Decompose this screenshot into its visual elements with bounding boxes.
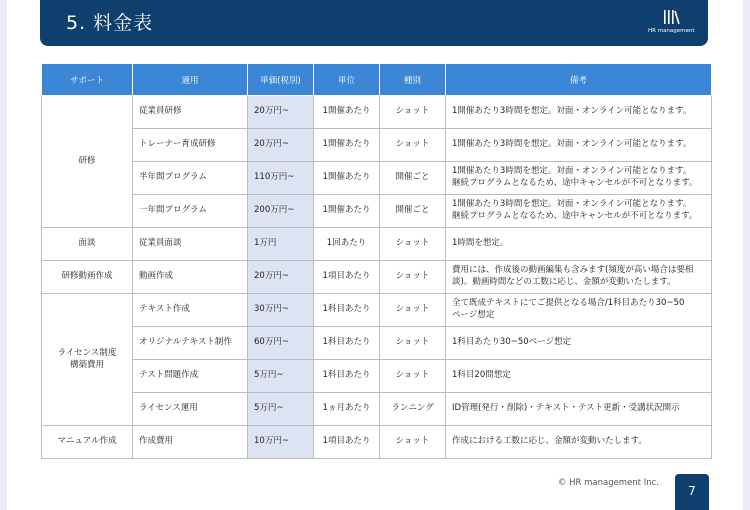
table-row xyxy=(42,261,712,294)
type-cell: ショット xyxy=(380,426,446,459)
note-cell: 1科目20問想定 xyxy=(446,360,712,393)
unit-cell: 1回あたり xyxy=(314,228,380,261)
table-row xyxy=(42,393,712,426)
column-header-unit: 単位 xyxy=(314,64,380,96)
apply-cell: オリジナルテキスト制作 xyxy=(133,327,248,360)
type-cell: ショット xyxy=(380,96,446,129)
table-row xyxy=(42,228,712,261)
price-cell: 1万円 xyxy=(248,228,314,261)
price-cell: 110万円~ xyxy=(248,162,314,195)
copyright-text: © HR management Inc. xyxy=(557,478,659,488)
pricing-table xyxy=(41,63,712,459)
unit-cell: 1開催あたり xyxy=(314,129,380,162)
apply-cell: トレーナー育成研修 xyxy=(133,129,248,162)
type-cell: ランニング xyxy=(380,393,446,426)
table-row xyxy=(42,294,712,327)
apply-cell: 作成費用 xyxy=(133,426,248,459)
column-header-apply: 適用 xyxy=(133,64,248,96)
table-row xyxy=(42,195,712,228)
note-cell: 1開催あたり3時間を想定。対面・オンライン可能となります。 xyxy=(446,96,712,129)
company-logo xyxy=(648,8,694,38)
column-header-price: 単価(税別) xyxy=(248,64,314,96)
page-number: 7 xyxy=(675,474,709,510)
price-cell: 20万円~ xyxy=(248,96,314,129)
type-cell: ショット xyxy=(380,327,446,360)
unit-cell: 1項目あたり xyxy=(314,426,380,459)
price-cell: 60万円~ xyxy=(248,327,314,360)
type-cell: 開催ごと xyxy=(380,162,446,195)
apply-cell: テキスト作成 xyxy=(133,294,248,327)
note-cell: 1時間を想定。 xyxy=(446,228,712,261)
pricing-table-body xyxy=(42,96,712,459)
note-cell: 1科目あたり30~50ページ想定 xyxy=(446,327,712,360)
logo-text: HR management xyxy=(648,28,695,34)
table-row xyxy=(42,96,712,129)
category-cell: ライセンス制度 構築費用 xyxy=(42,294,133,426)
table-header-row xyxy=(42,64,712,96)
type-cell: ショット xyxy=(380,228,446,261)
apply-cell: テスト問題作成 xyxy=(133,360,248,393)
table-row xyxy=(42,327,712,360)
note-cell: 1開催あたり3時間を想定。対面・オンライン可能となります。 継続プログラムとなるため、途中キャンセルが不可となります。 xyxy=(446,162,712,195)
note-cell: 作成における工数に応じ、金額が変動いたします。 xyxy=(446,426,712,459)
unit-cell: 1項目あたり xyxy=(314,261,380,294)
unit-cell: 1開催あたり xyxy=(314,96,380,129)
type-cell: ショット xyxy=(380,360,446,393)
apply-cell: ライセンス運用 xyxy=(133,393,248,426)
apply-cell: 動画作成 xyxy=(133,261,248,294)
note-cell: 1開催あたり3時間を想定。対面・オンライン可能となります。 継続プログラムとなるため、途中キャンセルが不可となります。 xyxy=(446,195,712,228)
category-cell: 研修動画作成 xyxy=(42,261,133,294)
apply-cell: 一年間プログラム xyxy=(133,195,248,228)
table-row xyxy=(42,360,712,393)
price-cell: 20万円~ xyxy=(248,129,314,162)
column-header-type: 種別 xyxy=(380,64,446,96)
price-cell: 20万円~ xyxy=(248,261,314,294)
note-cell: 全て既成テキストにてご提供となる場合/1科目あたり30~50 ページ想定 xyxy=(446,294,712,327)
note-cell: 費用には、作成後の動画編集も含みます(頻度が高い場合は要相 談)。動画時間などの工数に応じ、金額が変動いたします。 xyxy=(446,261,712,294)
table-row xyxy=(42,162,712,195)
apply-cell: 従業員研修 xyxy=(133,96,248,129)
apply-cell: 従業員面談 xyxy=(133,228,248,261)
price-cell: 5万円~ xyxy=(248,393,314,426)
price-cell: 30万円~ xyxy=(248,294,314,327)
unit-cell: 1科目あたり xyxy=(314,327,380,360)
slide-header xyxy=(40,0,708,46)
note-cell: ID管理(発行・削除)・テキスト・テスト更新・受講状況開示 xyxy=(446,393,712,426)
type-cell: ショット xyxy=(380,261,446,294)
price-cell: 200万円~ xyxy=(248,195,314,228)
unit-cell: 1科目あたり xyxy=(314,294,380,327)
logo-mark-icon xyxy=(648,8,694,28)
type-cell: ショット xyxy=(380,129,446,162)
note-cell: 1開催あたり3時間を想定。対面・オンライン可能となります。 xyxy=(446,129,712,162)
price-cell: 10万円~ xyxy=(248,426,314,459)
table-row xyxy=(42,426,712,459)
apply-cell: 半年間プログラム xyxy=(133,162,248,195)
category-cell: 研修 xyxy=(42,96,133,228)
column-header-support: サポート xyxy=(42,64,133,96)
table-row xyxy=(42,129,712,162)
page-title: 5. 料金表 xyxy=(66,12,154,34)
unit-cell: 1ヵ月あたり xyxy=(314,393,380,426)
unit-cell: 1開催あたり xyxy=(314,195,380,228)
price-cell: 5万円~ xyxy=(248,360,314,393)
category-cell: 面談 xyxy=(42,228,133,261)
unit-cell: 1開催あたり xyxy=(314,162,380,195)
unit-cell: 1科目あたり xyxy=(314,360,380,393)
type-cell: 開催ごと xyxy=(380,195,446,228)
column-header-note: 備考 xyxy=(446,64,712,96)
type-cell: ショット xyxy=(380,294,446,327)
category-cell: マニュアル作成 xyxy=(42,426,133,459)
